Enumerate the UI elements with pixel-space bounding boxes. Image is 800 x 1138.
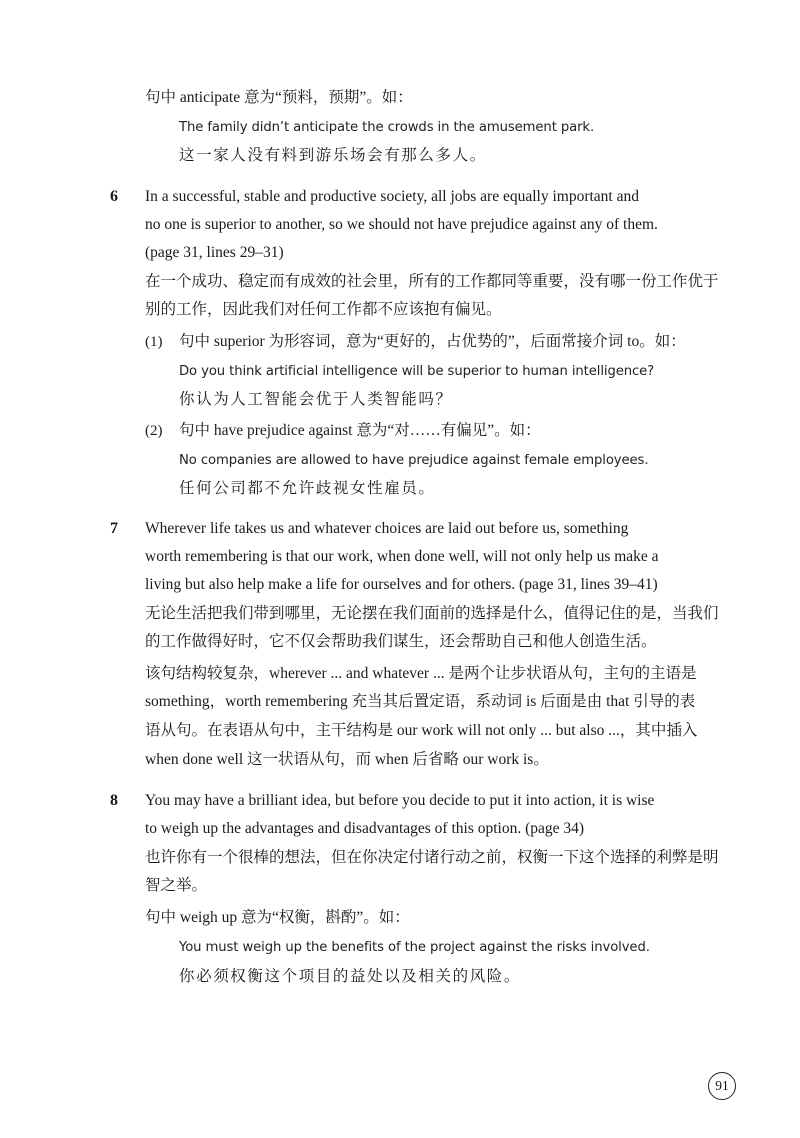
item-cn-line: 在一个成功、稳定而有成效的社会里，所有的工作都同等重要，没有哪一份工作优于 (145, 273, 719, 290)
item-cn-line: 也许你有一个很棒的想法，但在你决定付诸行动之前，权衡一下这个选择的利弊是明 (145, 849, 719, 866)
item-cn-line: 的工作做得好时，它不仅会帮助我们谋生，还会帮助自己和他人创造生活。 (145, 633, 657, 650)
item-cn-line: 无论生活把我们带到哪里，无论摆在我们面前的选择是什么，值得记住的是，当我们 (145, 605, 719, 622)
item-en-line: Wherever life takes us and whatever choices are laid out before us, something (145, 520, 629, 537)
sub-label: (2) (145, 423, 163, 439)
intro-example-en: The family didn’t anticipate the crowds in the amusement park. (179, 120, 595, 135)
item-en-line: (page 31, lines 29–31) (145, 244, 284, 261)
item-explain-line: 语从句。在表语从句中，主干结构是 our work will not only ... but also ...，其中插入 (145, 722, 698, 739)
item-en-line: living but also help make a life for ourselves and for others. (page 31, lines 39–41) (145, 576, 658, 593)
sub-note: 句中 have prejudice against 意为“对……有偏见”。如： (179, 422, 541, 439)
item-en-line: In a successful, stable and productive society, all jobs are equally important and (145, 188, 639, 205)
item-cn-line: 别的工作，因此我们对任何工作都不应该抱有偏见。 (145, 301, 502, 318)
item-cn-line: 智之举。 (145, 877, 208, 894)
sub-example-en: Do you think artificial intelligence will be superior to human intelligence? (179, 364, 655, 379)
item-example-cn: 你必须权衡这个项目的益处以及相关的风险。 (179, 968, 522, 985)
sub-label: (1) (145, 334, 163, 350)
sub-example-cn: 任何公司都不允许歧视女性雇员。 (179, 480, 436, 497)
item-number: 7 (110, 520, 118, 537)
item-number: 6 (110, 188, 118, 205)
intro-example-cn: 这一家人没有料到游乐场会有那么多人。 (179, 147, 487, 164)
item-example-en: You must weigh up the benefits of the project against the risks involved. (179, 940, 650, 955)
sub-note: 句中 superior 为形容词，意为“更好的，占优势的”，后面常接介词 to。如： (179, 333, 686, 350)
item-note: 句中 weigh up 意为“权衡，斟酌”。如： (145, 909, 410, 926)
item-en-line: You may have a brilliant idea, but before you decide to put it into action, it is wise (145, 792, 655, 809)
item-explain-line: something，worth remembering 充当其后置定语，系动词 is 后面是由 that 引导的表 (145, 693, 696, 710)
item-en-line: no one is superior to another, so we should not have prejudice against any of them. (145, 216, 658, 233)
item-number: 8 (110, 792, 118, 809)
page-number: 91 (708, 1072, 736, 1100)
sub-example-cn: 你认为人工智能会优于人类智能吗？ (179, 391, 453, 408)
item-explain-line: when done well 这一状语从句，而 when 后省略 our work is。 (145, 751, 549, 768)
item-explain-line: 该句结构较复杂，wherever ... and whatever ... 是两个让步状语从句，主句的主语是 (145, 665, 697, 682)
item-en-line: to weigh up the advantages and disadvantages of this option. (page 34) (145, 820, 585, 837)
intro-note: 句中 anticipate 意为“预料，预期”。如： (145, 89, 413, 106)
sub-example-en: No companies are allowed to have prejudice against female employees. (179, 453, 649, 468)
item-en-line: worth remembering is that our work, when done well, will not only help us make a (145, 548, 659, 565)
